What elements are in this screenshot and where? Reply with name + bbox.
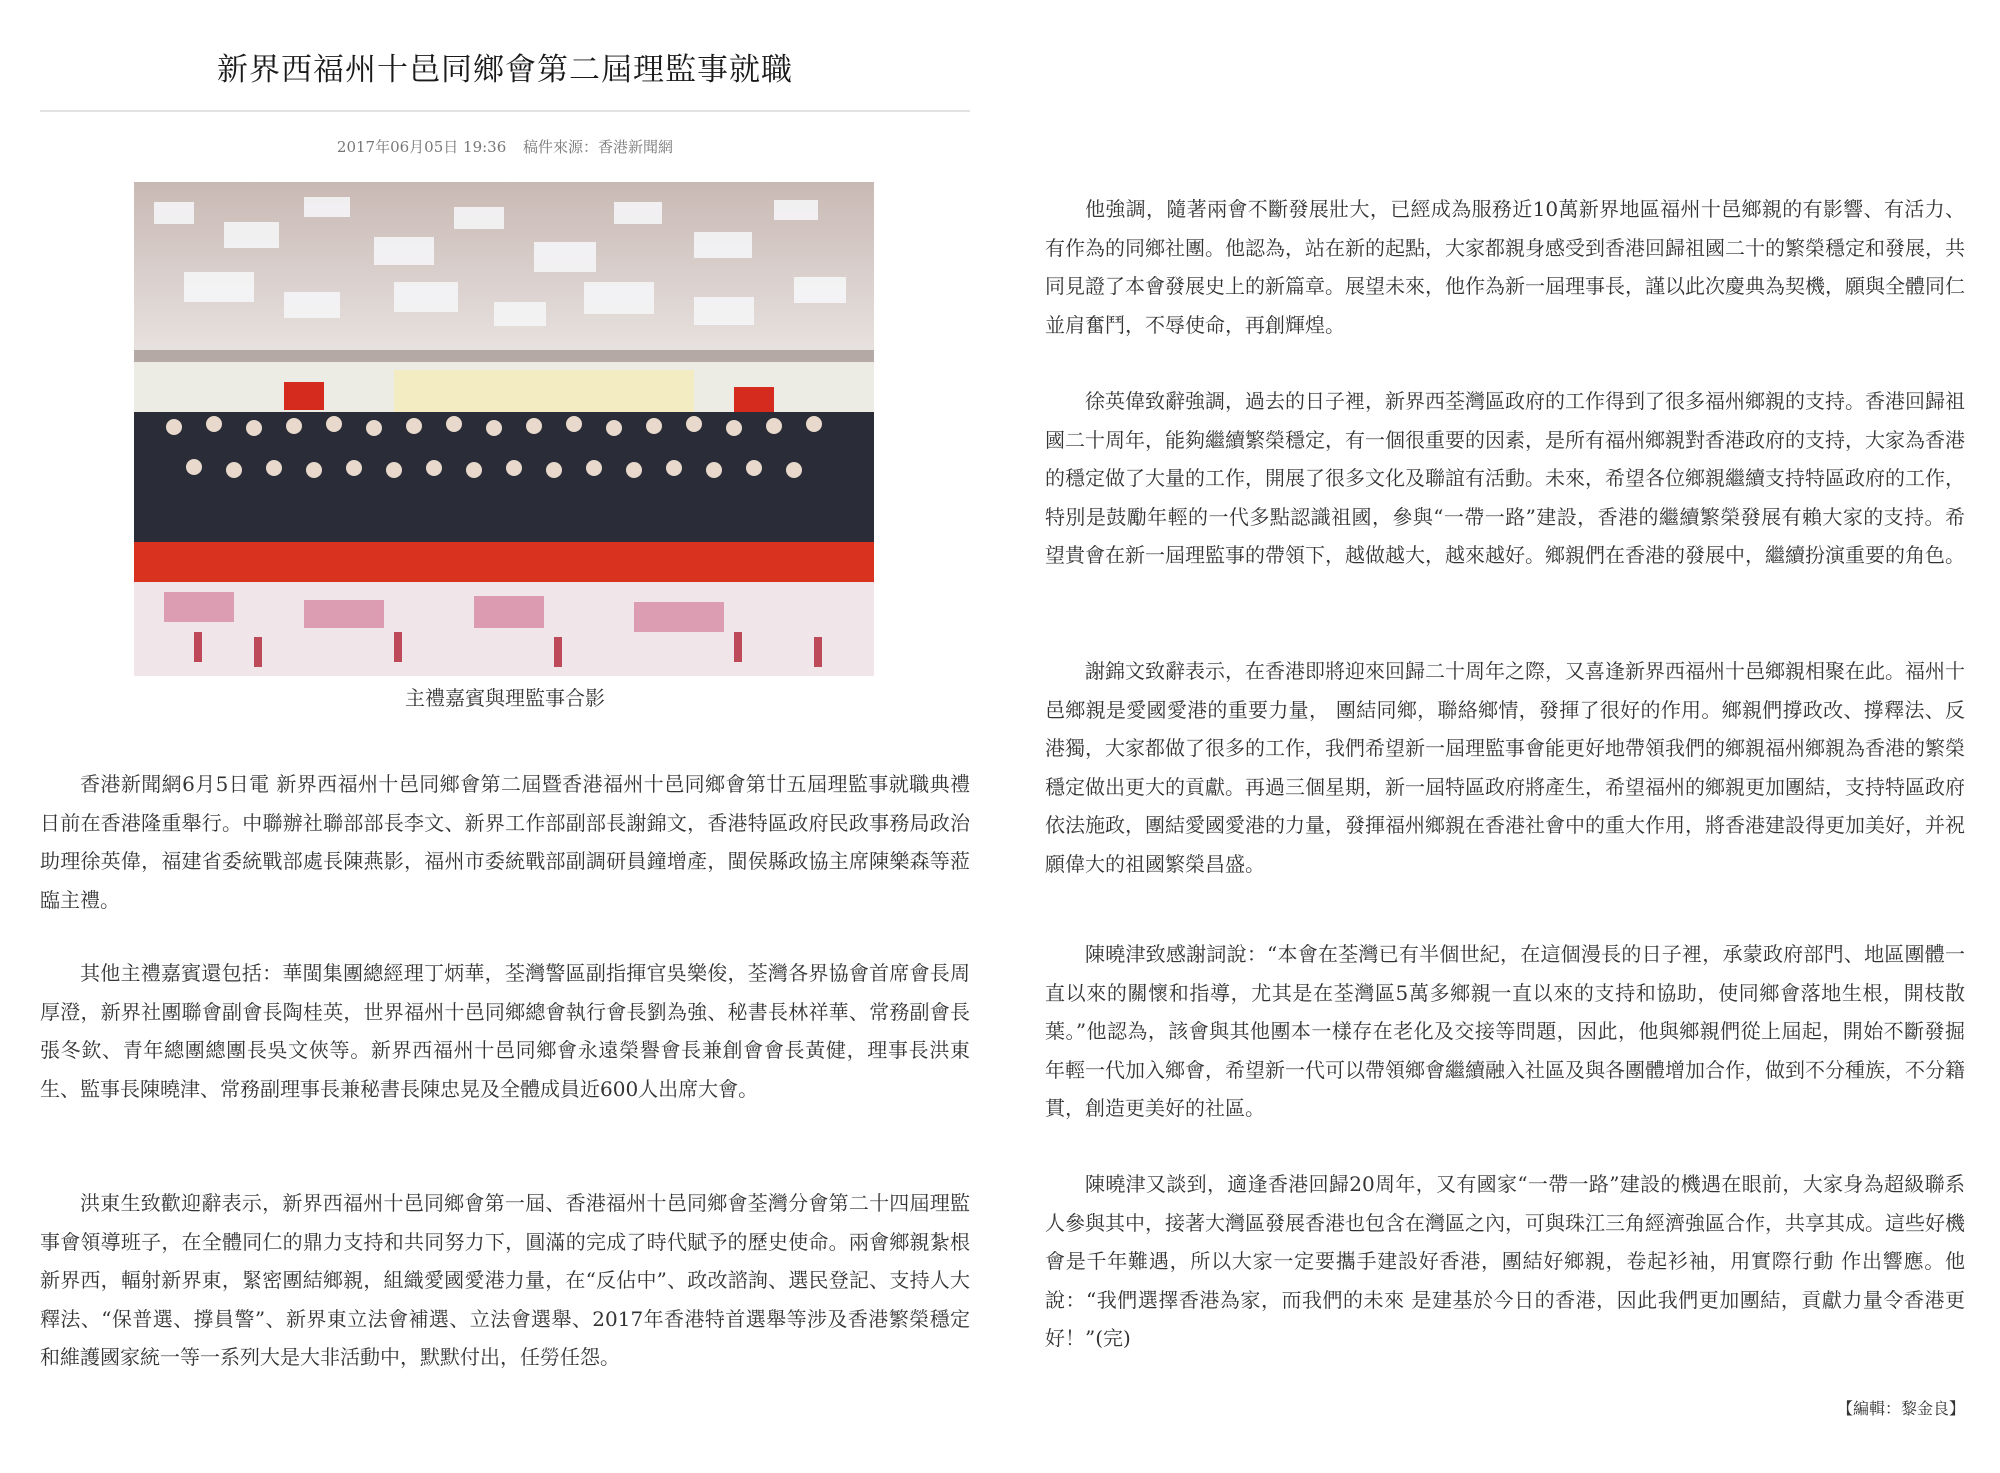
photo-caption: 主禮嘉賓與理監事合影 [405, 686, 605, 710]
article-source: 稿件來源：香港新聞網 [523, 138, 674, 156]
paragraph-2: 其他主禮嘉賓還包括：華閩集團總經理丁炳華，荃灣警區副指揮官吳樂俊，荃灣各界協會首席會長周厚澄，新界社團聯會副會長陶桂英，世界福州十邑同鄉總會執行會長劉為強、秘書長林祥華、常務副會長張冬欽、青年總團總團長吳文俠等。新界西福州十邑同鄉會永遠榮譽會長兼創會會長黃健，理事長洪東生、監事長陳曉津、常務副理事長兼秘書長陳忠晃及全體成員近600人出席大會。 [40, 961, 970, 1101]
group-photo [134, 182, 874, 676]
editor-credit: 【編輯：黎金良】 [1836, 1399, 1965, 1418]
paragraph-3: 洪東生致歡迎辭表示，新界西福州十邑同鄉會第一屆、香港福州十邑同鄉會荃灣分會第二十四屆理監事會領導班子，在全體同仁的鼎力支持和共同努力下，圓滿的完成了時代賦予的歷史使命。兩會鄉親紮根新界西，輻射新界東，緊密團結鄉親，組織愛國愛港力量，在“反佔中”、政改諮詢、選民登記、支持人大釋法、“保普選、撐員警”、新界東立法會補選、立法會選舉、2017年香港特首選舉等涉及香港繁榮穩定和維護國家統一等一系列大是大非活動中，默默付出，任勞任怨。 [40, 1191, 970, 1369]
publish-date: 2017年06月05日 19:36 [336, 138, 507, 156]
group-photo-image [134, 182, 874, 676]
article-title: 新界西福州十邑同鄉會第二屆理監事就職 [217, 52, 793, 88]
paragraph-8: 陳曉津又談到，適逢香港回歸20周年，又有國家“一帶一路”建設的機遇在眼前，大家身為超級聯系人參與其中，接著大灣區發展香港也包含在灣區之內，可與珠江三角經濟強區合作，共享其成。這些好機會是千年難遇，所以大家一定要攜手建設好香港，團結好鄉親，卷起衫袖，用實際行動 作出響應。他說：“我們選擇香港為家，而我們的未來 是建基於今日的香港，因此我們更加團結，貢獻力量令香港更好！”(完) [1045, 1172, 1965, 1350]
title-divider [40, 110, 970, 112]
paragraph-6: 謝錦文致辭表示，在香港即將迎來回歸二十周年之際，又喜逢新界西福州十邑鄉親相聚在此。福州十邑鄉親是愛國愛港的重要力量， 團結同鄉，聯絡鄉情，發揮了很好的作用。鄉親們撐政改、撐釋法、反港獨，大家都做了很多的工作，我們希望新一屆理監事會能更好地帶領我們的鄉親福州鄉親為香港的繁榮穩定做出更大的貢獻。再過三個星期，新一屆特區政府將產生，希望福州的鄉親更加團結，支持特區政府依法施政，團結愛國愛港的力量，發揮福州鄉親在香港社會中的重大作用，將香港建設得更加美好，并祝願偉大的祖國繁榮昌盛。 [1045, 659, 1965, 876]
article-meta [40, 136, 970, 157]
paragraph-7: 陳曉津致感謝詞說：“本會在荃灣已有半個世紀，在這個漫長的日子裡，承蒙政府部門、地區團體一直以來的關懷和指導，尤其是在荃灣區5萬多鄉親一直以來的支持和協助，使同鄉會落地生根，開枝散葉。”他認為，該會與其他團本一樣存在老化及交接等問題，因此，他與鄉親們從上屆起，開始不斷發掘年輕一代加入鄉會，希望新一代可以帶領鄉會繼續融入社區及與各團體增加合作，做到不分種族，不分籍貫，創造更美好的社區。 [1045, 942, 1965, 1120]
paragraph-1: 香港新聞網6月5日電 新界西福州十邑同鄉會第二屆暨香港福州十邑同鄉會第廿五屆理監事就職典禮日前在香港隆重舉行。中聯辦社聯部部長李文、新界工作部副部長謝錦文，香港特區政府民政事務局政治助理徐英偉，福建省委統戰部處長陳燕影，福州市委統戰部副調研員鐘增產，閩侯縣政協主席陳樂森等蒞臨主禮。 [40, 772, 970, 912]
paragraph-4: 他強調，隨著兩會不斷發展壯大，已經成為服務近10萬新界地區福州十邑鄉親的有影響、有活力、有作為的同鄉社團。他認為，站在新的起點，大家都親身感受到香港回歸祖國二十的繁榮穩定和發展，共同見證了本會發展史上的新篇章。展望未來，他作為新一屆理事長，謹以此次慶典為契機，願與全體同仁並肩奮鬥，不辱使命，再創輝煌。 [1045, 197, 1965, 337]
paragraph-5: 徐英偉致辭強調，過去的日子裡，新界西荃灣區政府的工作得到了很多福州鄉親的支持。香港回歸祖國二十周年，能夠繼續繁榮穩定，有一個很重要的因素，是所有福州鄉親對香港政府的支持，大家為香港的穩定做了大量的工作，開展了很多文化及聯誼有活動。未來，希望各位鄉親繼續支持特區政府的工作，特別是鼓勵年輕的一代多點認識祖國，參與“一帶一路”建設，香港的繼續繁榮發展有賴大家的支持。希望貴會在新一屆理監事的帶領下，越做越大，越來越好。鄉親們在香港的發展中，繼續扮演重要的角色。 [1045, 389, 1965, 567]
